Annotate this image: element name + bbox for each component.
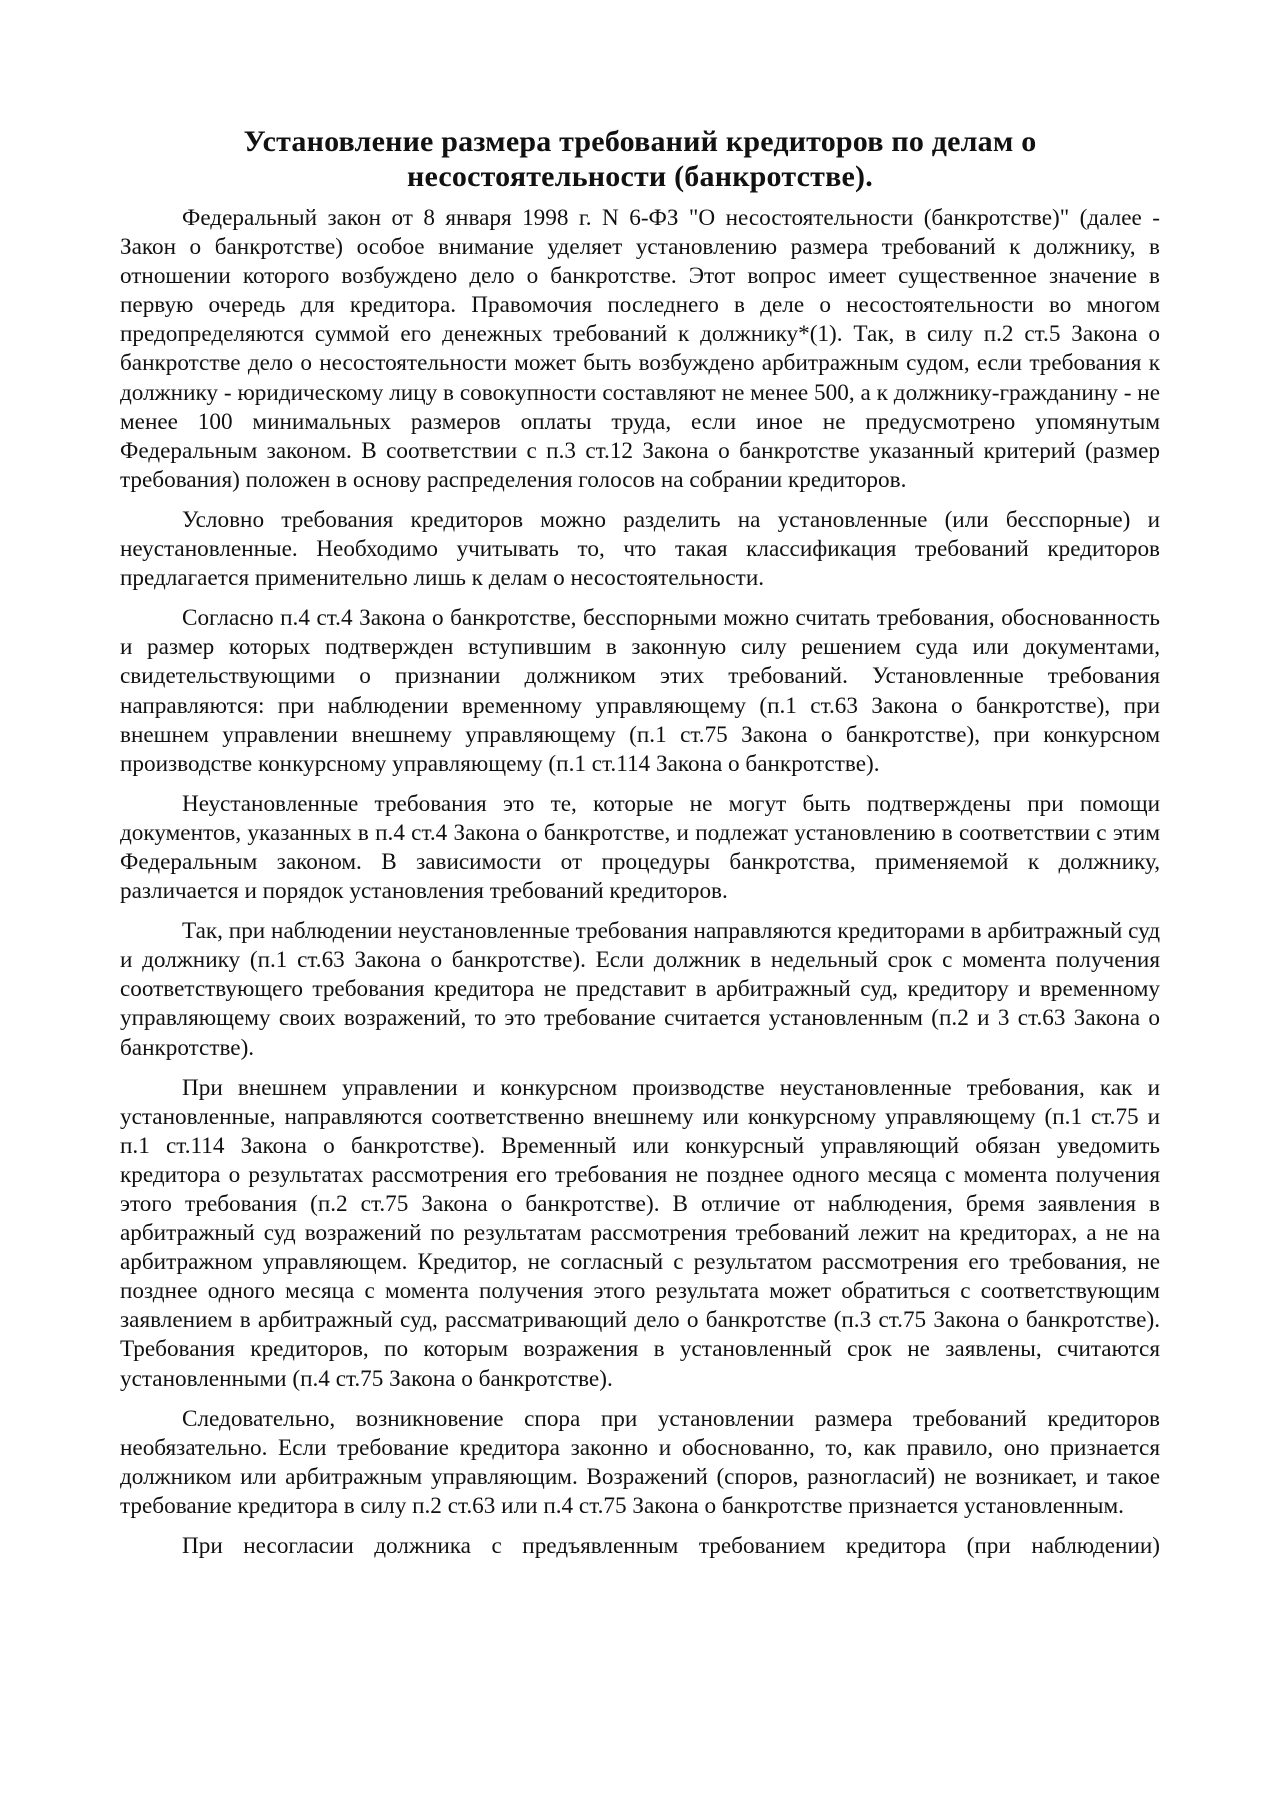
paragraph-2: Условно требования кредиторов можно разделить на установленные (или бесспорные) и неустановленные. Необходимо учитывать то, что такая классификация требований кредиторов предлагается применительно лишь к делам о несостоятельности. [120, 506, 1160, 592]
paragraph-7: Следовательно, возникновение спора при установлении размера требований кредиторов необязательно. Если требование кредитора законно и обоснованно, то, как правило, оно признается должником или арбитражным управляющим. Возражений (споров, разногласий) не возникает, и такое требование кредитора в силу п.2 ст.63 или п.4 ст.75 Закона о банкротстве признается установленным. [120, 1405, 1160, 1519]
paragraph-4: Неустановленные требования это те, которые не могут быть подтверждены при помощи документов, указанных в п.4 ст.4 Закона о банкротстве, и подлежат установлению в соответствии с этим Федеральным законом. В зависимости от процедуры банкротства, применяемой к должнику, различается и порядок установления требований кредиторов. [120, 790, 1160, 905]
paragraph-1: Федеральный закон от 8 января 1998 г. N 6-ФЗ "О несостоятельности (банкротстве)" (далее - Закон о банкротстве) особое внимание уделяет установлению размера требований к должнику, в отношении которого возбуждено дело о банкротстве. Этот вопрос имеет существенное значение в первую очередь для кредитора. Правомочия последнего в деле о несостоятельности во многом предопределяются суммой его денежных требований к должнику*(1). Так, в силу п.2 ст.5 Закона о банкротстве дело о несостоятельности может быть возбуждено арбитражным судом, если требования к должнику - юридическому лицу в совокупности составляют не менее 500, а к должнику-гражданину - не менее 100 минимальных размеров оплаты труда, если иное не предусмотрено упомянутым Федеральным законом. В соответствии с п.3 ст.12 Закона о банкротстве указанный критерий (размер требования) положен в основу распределения голосов на собрании кредиторов. [120, 205, 1160, 493]
paragraph-3: Согласно п.4 ст.4 Закона о банкротстве, бесспорными можно считать требования, обоснованность и размер которых подтвержден вступившим в законную силу решением суда или документами, свидетельствующими о признании должником этих требований. Установленные требования направляются: при наблюдении временному управляющему (п.1 ст.63 Закона о банкротстве), при внешнем управлении внешнему управляющему (п.1 ст.75 Закона о банкротстве), при конкурсном производстве конкурсному управляющему (п.1 ст.114 Закона о банкротстве). [120, 605, 1160, 777]
paragraph-6: При внешнем управлении и конкурсном производстве неустановленные требования, как и установленные, направляются соответственно внешнему или конкурсному управляющему (п.1 ст.75 и п.1 ст.114 Закона о банкротстве). Временный или конкурсный управляющий обязан уведомить кредитора о результатах рассмотрения его требования не позднее одного месяца с момента получения этого требования (п.2 ст.75 Закона о банкротстве). В отличие от наблюдения, бремя заявления в арбитражный суд возражений по результатам рассмотрения требований лежит на кредиторах, а не на арбитражном управляющем. Кредитор, не согласный с результатом рассмотрения его требования, не позднее одного месяца с момента получения этого результата может обратиться с соответствующим заявлением в арбитражный суд, рассматривающий дело о банкротстве (п.3 ст.75 Закона о банкротстве). Требования кредиторов, по которым возражения в установленный срок не заявлены, считаются установленными (п.4 ст.75 Закона о банкротстве). [120, 1074, 1160, 1392]
paragraph-5: Так, при наблюдении неустановленные требования направляются кредиторами в арбитражный суд и должнику (п.1 ст.63 Закона о банкротстве). Если должник в недельный срок с момента получения соответствующего требования кредитора не представит в арбитражный суд, кредитору и временному управляющему своих возражений, то это требование считается установленным (п.2 и 3 ст.63 Закона о банкротстве). [120, 918, 1160, 1061]
document-title: Установление размера требований кредиторов по делам о несостоятельности (банкротстве). [243, 125, 1037, 193]
paragraph-8: При несогласии должника с предъявленным требованием кредитора (при наблюдении) [182, 1533, 1160, 1560]
